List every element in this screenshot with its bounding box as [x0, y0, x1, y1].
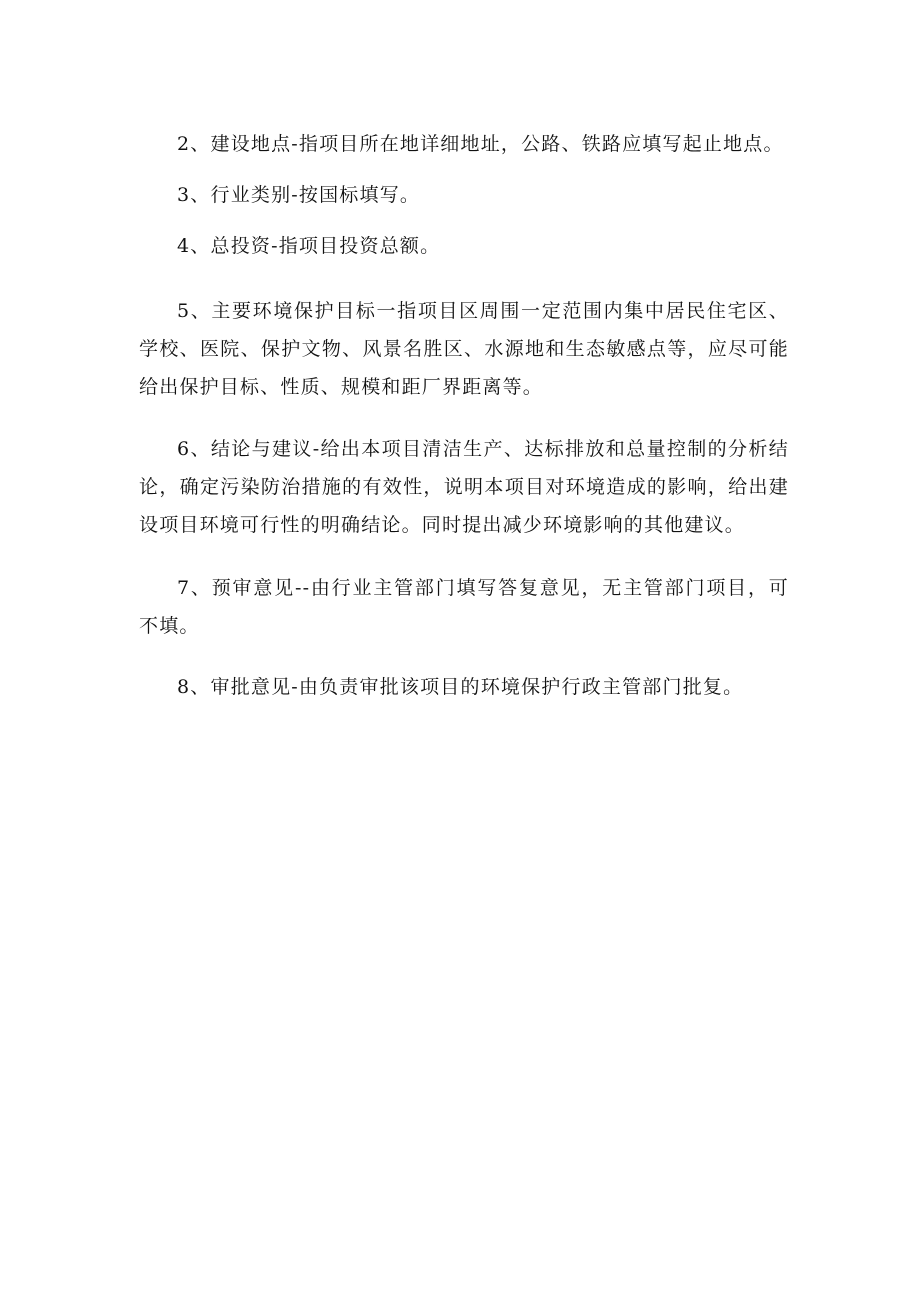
item-5-environmental-protection-targets: 5、主要环境保护目标一指项目区周围一定范围内集中居民住宅区、学校、医院、保护文物、风景名胜区、水源地和生态敏感点等，应尽可能给出保护目标、性质、规模和距厂界距离等。: [139, 300, 789, 398]
item-3-industry-category: 3、行业类别-按国标填写。: [177, 184, 421, 206]
item-4-total-investment: 4、总投资-指项目投资总额。: [177, 235, 441, 257]
item-2-construction-location: 2、建设地点-指项目所在地详细地址，公路、铁路应填写起止地点。: [177, 133, 784, 155]
item-6-conclusions-and-suggestions: 6、结论与建议-给出本项目清洁生产、达标排放和总量控制的分析结论，确定污染防治措施的有效性，说明本项目对环境造成的影响，给出建设项目环境可行性的明确结论。同时提出减少环境影响的其他建议。: [139, 438, 789, 536]
item-8-approval-opinion: 8、审批意见-由负责审批该项目的环境保护行政主管部门批复。: [177, 676, 744, 698]
item-7-pre-review-opinion: 7、预审意见--由行业主管部门填写答复意见，无主管部门项目，可不填。: [139, 577, 789, 637]
